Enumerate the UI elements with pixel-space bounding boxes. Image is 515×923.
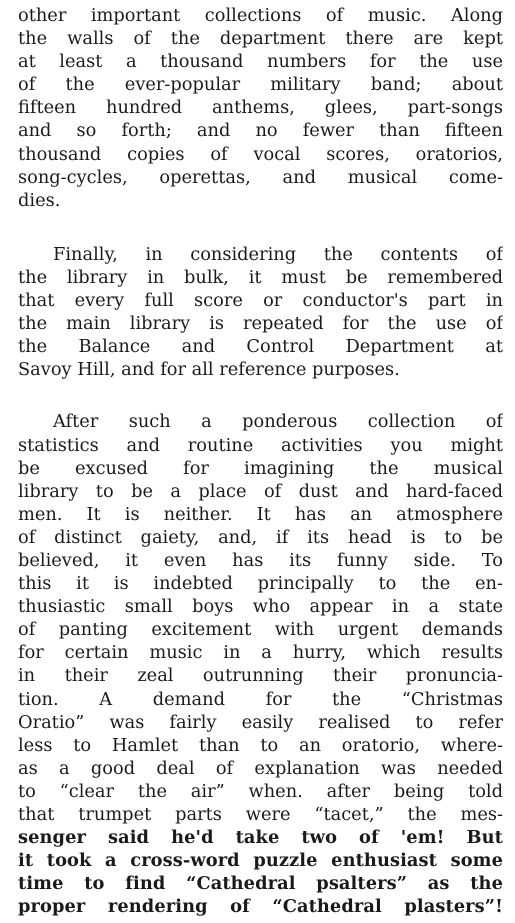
text-line: to “clear the air” when. after being told	[18, 780, 503, 802]
paragraph-music-collections	[18, 4, 503, 212]
text-line: fifteen hundred anthems, glees, part-songs	[18, 97, 503, 119]
text-line: other important collections of music. Along	[18, 5, 503, 26]
text-line: in their zeal outrunning their pronuncia-	[18, 665, 503, 687]
text-line: the walls of the department there are kept	[18, 28, 503, 50]
text-line: dies.	[18, 189, 61, 211]
text-line: the Balance and Control Department at	[18, 336, 503, 358]
text-line: for certain music in a hurry, which results	[18, 642, 503, 664]
paragraph-spacer	[18, 212, 503, 243]
text-line: that every full score or conductor's part in	[18, 290, 503, 312]
paragraph-funny-side	[18, 410, 503, 918]
text-line: Oratio” was fairly easily realised to refer	[18, 711, 503, 733]
text-line: it took a cross-word puzzle enthusiast some	[18, 850, 503, 872]
text-line: and so forth; and no fewer than fifteen	[18, 120, 503, 142]
text-line: thusiastic small boys who appear in a state	[18, 596, 503, 618]
text-line: thousand copies of vocal scores, oratorios,	[18, 143, 503, 165]
text-line: at least a thousand numbers for the use	[18, 51, 503, 73]
text-line: be excused for imagining the musical	[18, 457, 503, 479]
text-line: song-cycles, operettas, and musical come-	[18, 166, 503, 188]
text-line: Finally, in considering the contents of	[53, 243, 503, 265]
text-line: senger said he'd take two of 'em! But	[18, 827, 503, 849]
text-line: of panting excitement with urgent demands	[18, 619, 503, 641]
paragraph-library-bulk	[18, 243, 503, 382]
text-line: of the ever-popular military band; about	[18, 74, 503, 96]
text-line: this it is indebted principally to the en-	[18, 573, 503, 595]
text-line: of distinct gaiety, and, if its head is to be	[18, 526, 503, 548]
text-line: believed, it even has its funny side. To	[18, 549, 503, 571]
text-line: statistics and routine activities you might	[18, 434, 503, 456]
text-line: the library in bulk, it must be remembered	[18, 266, 503, 288]
paragraph-spacer	[18, 381, 503, 410]
text-line: less to Hamlet than to an oratorio, where-	[18, 734, 503, 756]
text-line: men. It is neither. It has an atmosphere	[18, 503, 503, 525]
text-line: time to find “Cathedral psalters” as the	[18, 873, 503, 895]
text-line: as a good deal of explanation was needed	[18, 757, 503, 779]
text-line: library to be a place of dust and hard-faced	[18, 480, 503, 502]
text-line: After such a ponderous collection of	[53, 411, 503, 433]
text-line: that trumpet parts were “tacet,” the mes-	[18, 804, 503, 825]
text-line: Savoy Hill, and for all reference purposes.	[18, 359, 400, 381]
text-line: tion. A demand for the “Christmas	[18, 688, 503, 710]
text-line: proper rendering of “Cathedral plasters”!	[18, 896, 503, 918]
text-line: the main library is repeated for the use of	[18, 313, 503, 335]
